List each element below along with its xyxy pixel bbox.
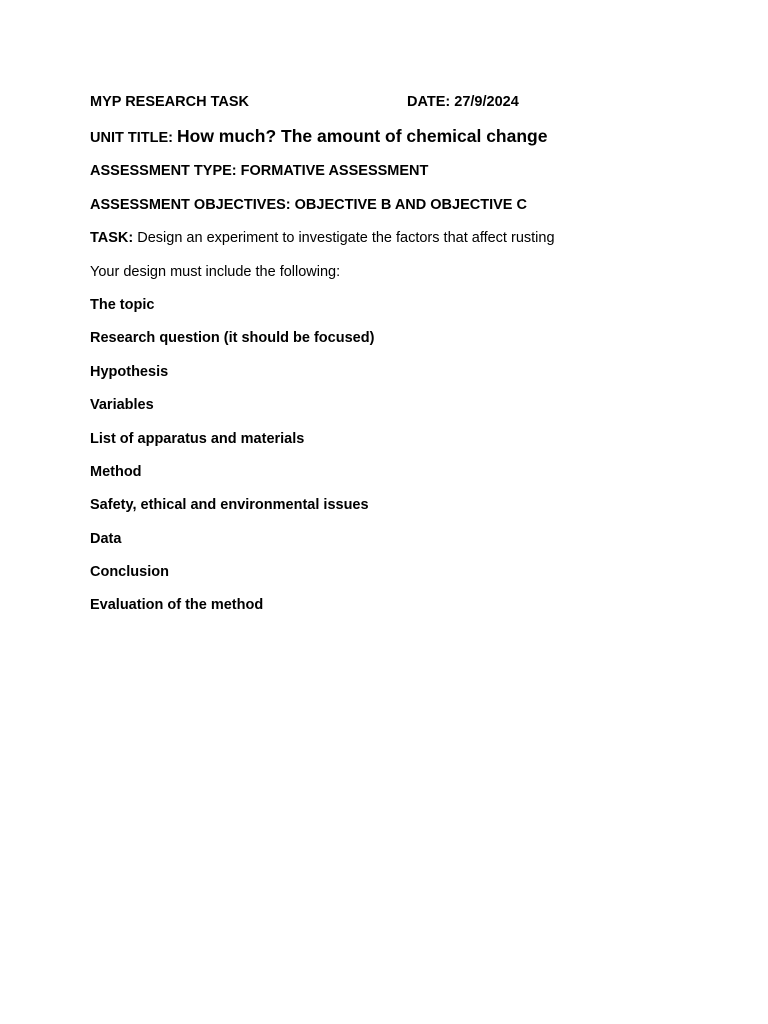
task-text: Design an experiment to investigate the factors that affect rusting [137,230,555,247]
list-item: Safety, ethical and environmental issues [90,497,369,514]
unit-title-row [90,125,690,149]
list-item: Data [90,530,122,547]
assessment-objectives: ASSESSMENT OBJECTIVES: OBJECTIVE B AND OBJECTIVE C [90,196,527,213]
task-row [90,228,690,248]
assessment-type: ASSESSMENT TYPE: FORMATIVE ASSESSMENT [90,163,429,180]
list-item: Evaluation of the method [90,597,264,614]
list-item: Hypothesis [90,363,169,380]
list-item: Variables [90,397,154,414]
intro-text: Your design must include the following: [90,263,341,280]
header-row [90,92,690,112]
task-heading: MYP RESEARCH TASK [90,94,249,110]
task-label: TASK: [90,230,134,247]
list-item: The topic [90,296,155,313]
unit-title-value: How much? The amount of chemical change [177,126,548,147]
list-item: Conclusion [90,564,169,581]
list-item: Method [90,463,142,480]
date-field: DATE: 27/9/2024 [407,94,519,110]
unit-title-label: UNIT TITLE: [90,130,173,147]
document-content [90,92,690,629]
list-item: Research question (it should be focused) [90,330,375,347]
requirements-list [90,295,690,616]
list-item: List of apparatus and materials [90,430,305,447]
